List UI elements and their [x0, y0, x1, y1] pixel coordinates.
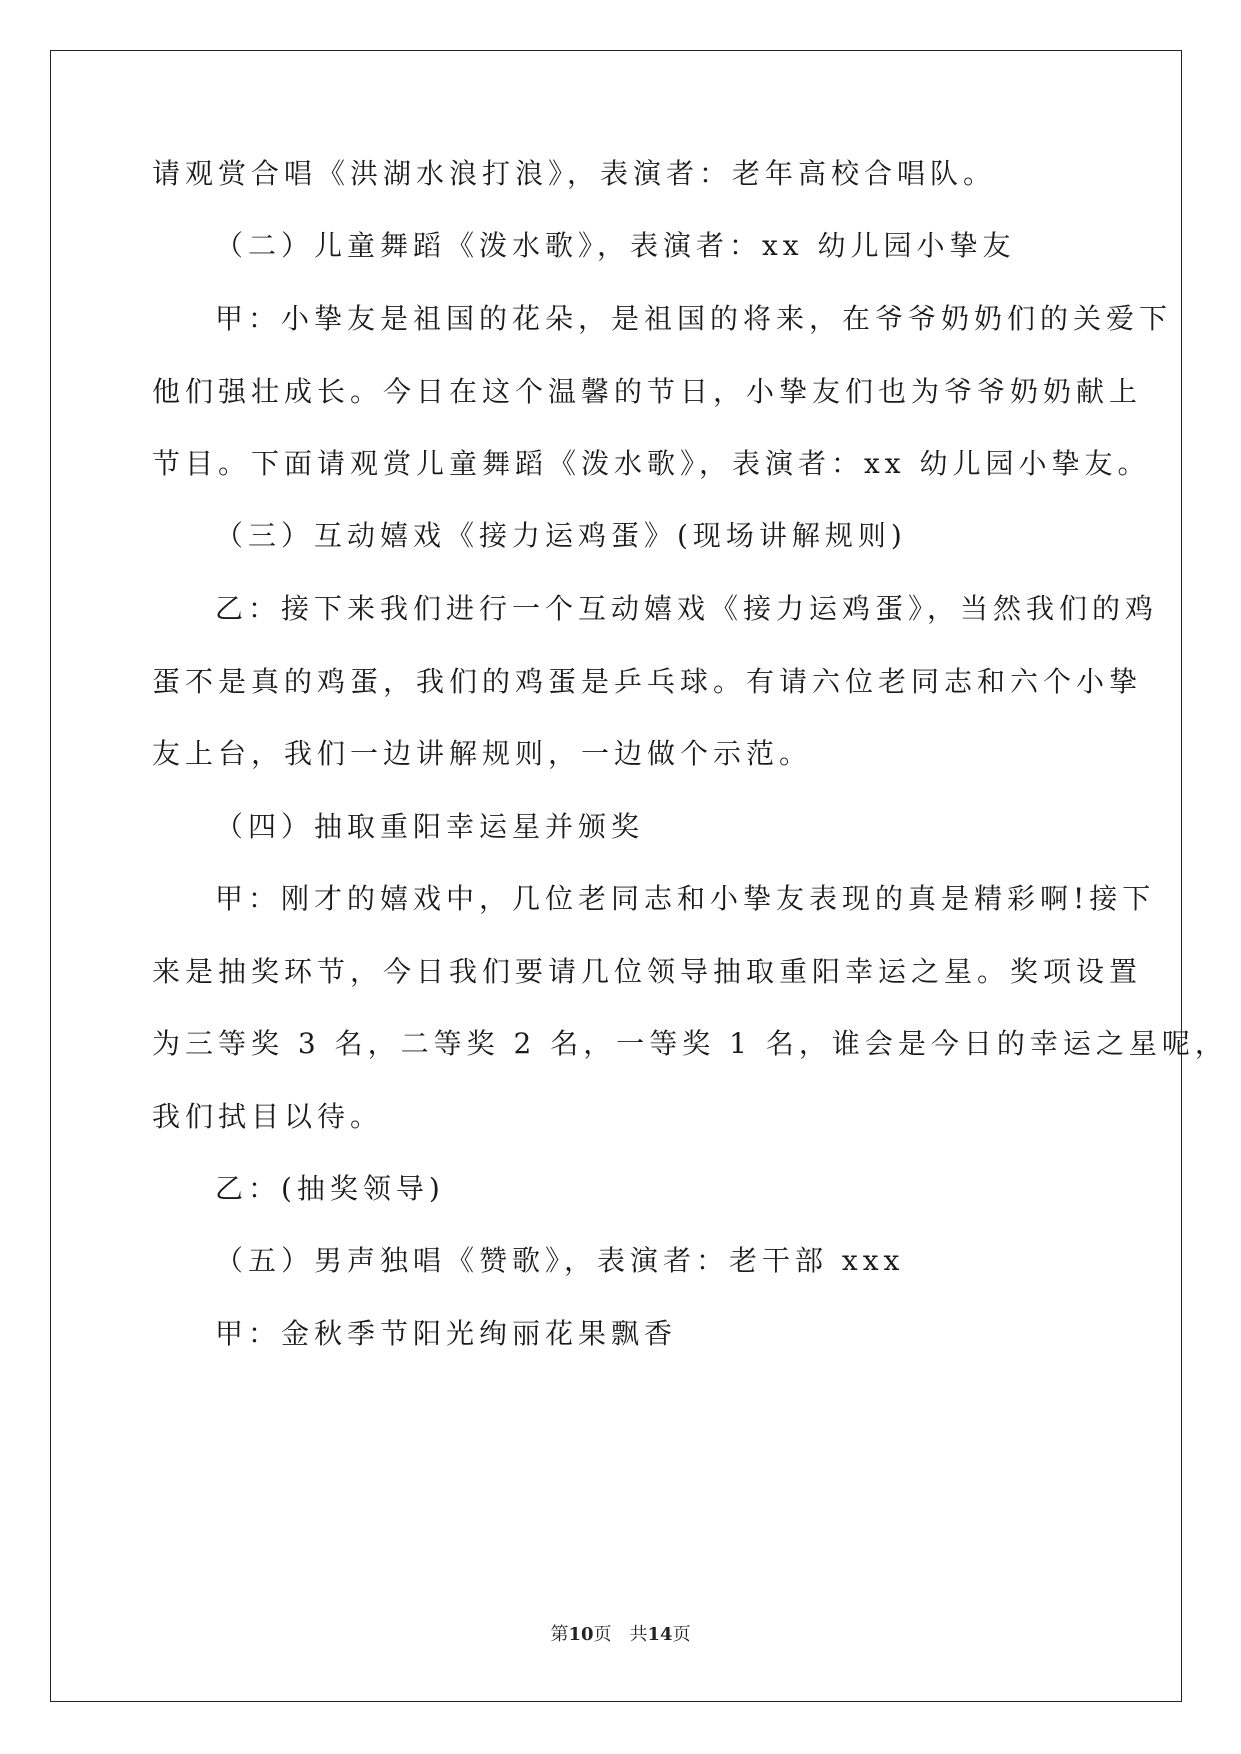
page-current: 10: [568, 1624, 594, 1645]
page-suffix: 页: [672, 1624, 691, 1645]
text-line: 甲：小挚友是祖国的花朵，是祖国的将来，在爷爷奶奶们的关爱下: [215, 302, 1173, 335]
text-line: （三）互动嬉戏《接力运鸡蛋》(现场讲解规则): [215, 519, 907, 552]
page-total: 14: [647, 1624, 673, 1645]
text-line: （二）儿童舞蹈《泼水歌》，表演者：xx 幼儿园小挚友: [215, 229, 1016, 262]
page-border: [50, 50, 1182, 1702]
text-line: （五）男声独唱《赞歌》，表演者：老干部 xxx: [215, 1244, 905, 1277]
page-prefix: 第: [550, 1624, 569, 1645]
page-number: [0, 1620, 1241, 1646]
text-line: 甲：刚才的嬉戏中，几位老同志和小挚友表现的真是精彩啊!接下: [215, 882, 1156, 915]
text-line: 节目。下面请观赏儿童舞蹈《泼水歌》，表演者：xx 幼儿园小挚友。: [152, 447, 1151, 480]
text-line: 乙：(抽奖领导): [215, 1172, 445, 1205]
text-line: 来是抽奖环节，今日我们要请几位领导抽取重阳幸运之星。奖项设置: [152, 955, 1143, 988]
text-line: 友上台，我们一边讲解规则，一边做个示范。: [152, 737, 813, 770]
text-line: 请观赏合唱《洪湖水浪打浪》，表演者：老年高校合唱队。: [152, 157, 997, 190]
page-mid: 页 共: [593, 1624, 648, 1645]
text-line: 为三等奖 3 名，二等奖 2 名，一等奖 1 名，谁会是今日的幸运之星呢，: [152, 1027, 1228, 1060]
text-line: 蛋不是真的鸡蛋，我们的鸡蛋是乒乓球。有请六位老同志和六个小挚: [152, 665, 1143, 698]
text-line: 我们拭目以待。: [152, 1100, 384, 1133]
text-line: 乙：接下来我们进行一个互动嬉戏《接力运鸡蛋》，当然我们的鸡: [215, 592, 1159, 625]
text-line: 甲：金秋季节阳光绚丽花果飘香: [215, 1317, 678, 1350]
text-line: 他们强壮成长。今日在这个温馨的节日，小挚友们也为爷爷奶奶献上: [152, 375, 1143, 408]
text-line: （四）抽取重阳幸运星并颁奖: [215, 810, 645, 843]
